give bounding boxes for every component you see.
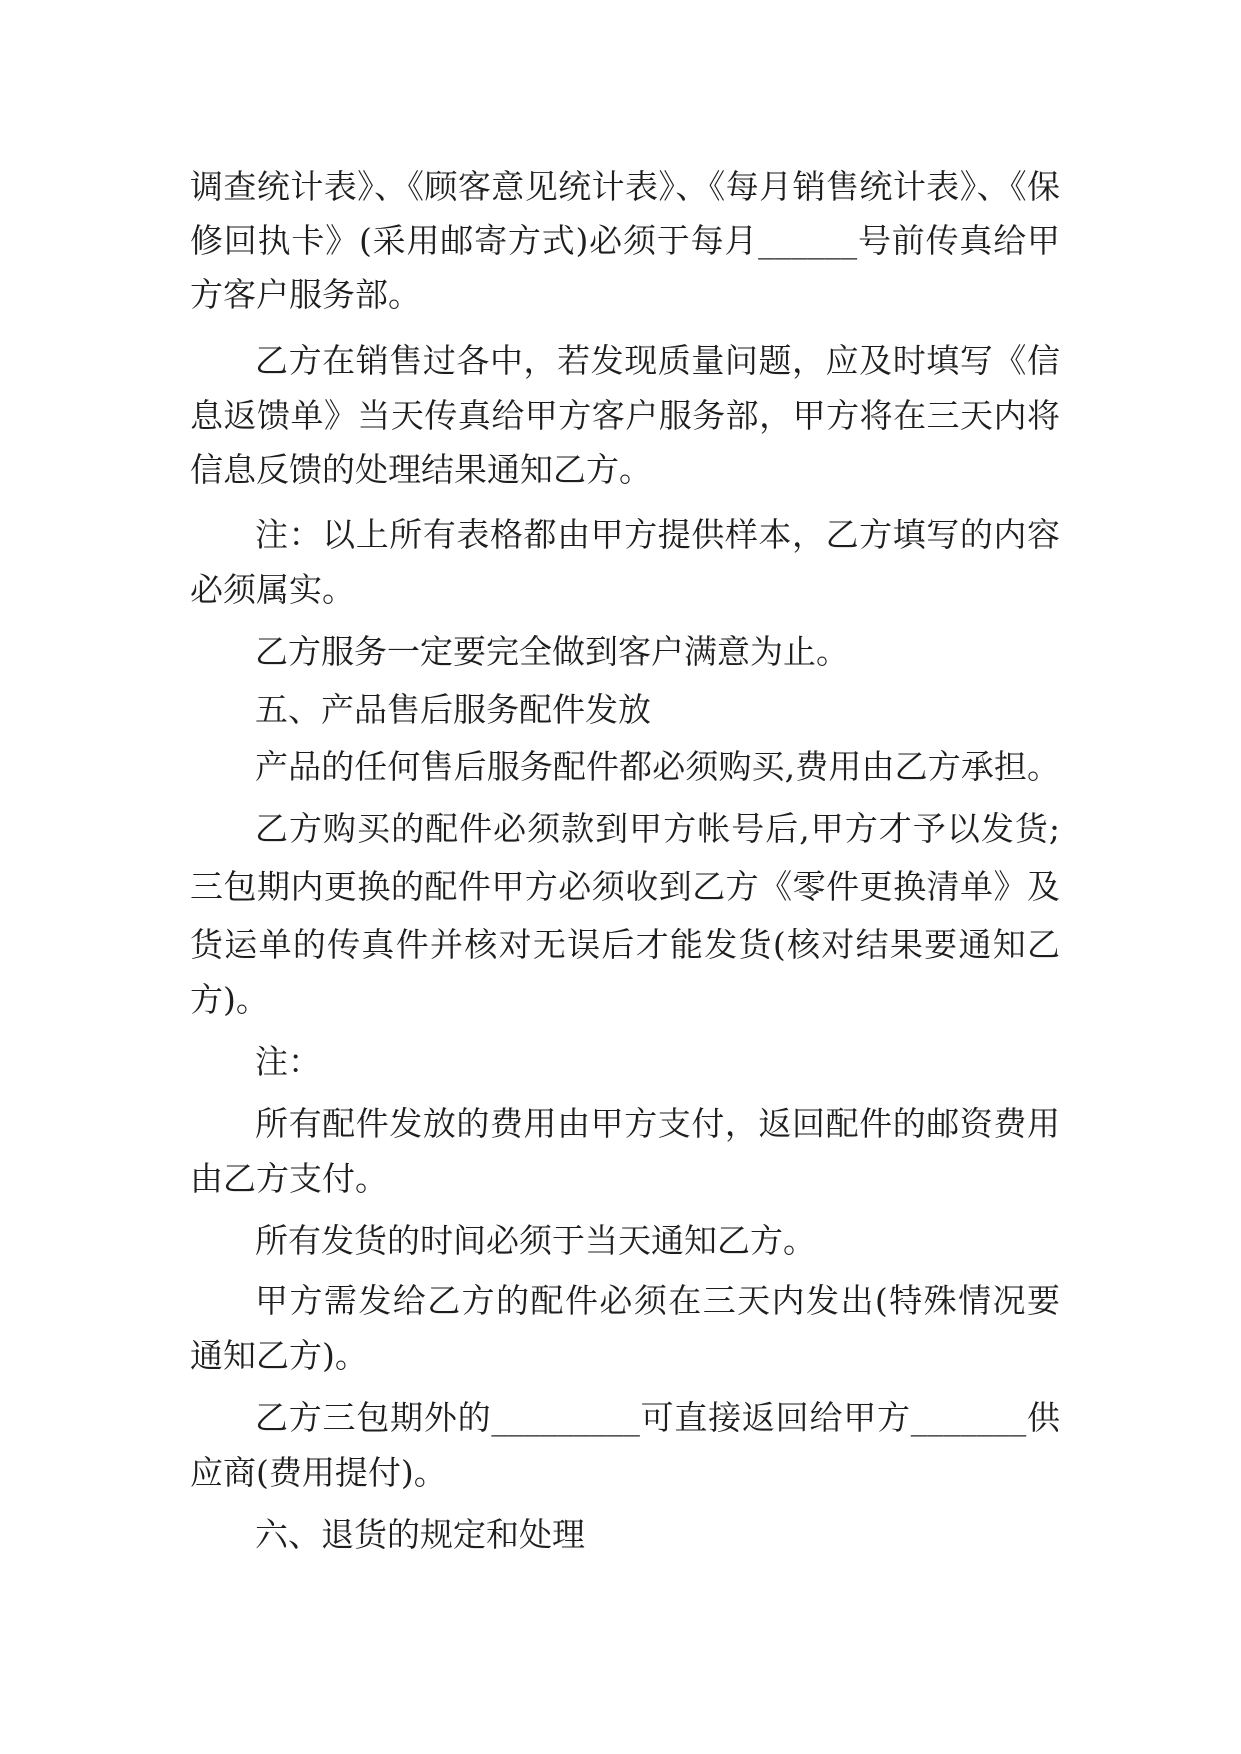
text-line-14: 货运单的传真件并核对无误后才能发货(核对结果要通知乙 (190, 925, 1060, 964)
text-line-21: 通知乙方)。 (190, 1336, 368, 1375)
text-line-3: 方客户服务部。 (190, 275, 421, 314)
text-line-2: 修回执卡》(采用邮寄方式)必须于每月______号前传真给甲 (190, 221, 1060, 260)
text-line-12: 乙方购买的配件必须款到甲方帐号后,甲方才予以发货; (255, 809, 1060, 848)
text-line-19: 所有发货的时间必须于当天通知乙方。 (255, 1221, 816, 1260)
text-line-13: 三包期内更换的配件甲方必须收到乙方《零件更换清单》及 (190, 867, 1060, 906)
text-line-17: 所有配件发放的费用由甲方支付，返回配件的邮资费用 (255, 1104, 1060, 1143)
text-line-7: 注：以上所有表格都由甲方提供样本，乙方填写的内容 (255, 515, 1060, 554)
section-heading-5: 五、产品售后服务配件发放 (255, 690, 651, 729)
text-line-23: 应商(费用提付)。 (190, 1453, 447, 1492)
text-line-8: 必须属实。 (190, 570, 355, 609)
text-line-1: 调查统计表》、《顾客意见统计表》、《每月销售统计表》、《保 (190, 167, 1060, 206)
text-line-5: 息返馈单》当天传真给甲方客户服务部，甲方将在三天内将 (190, 396, 1060, 435)
text-line-9: 乙方服务一定要完全做到客户满意为止。 (255, 632, 849, 671)
text-line-15: 方)。 (190, 980, 269, 1019)
text-line-18: 由乙方支付。 (190, 1159, 388, 1198)
text-line-11: 产品的任何售后服务配件都必须购买,费用由乙方承担。 (255, 747, 1060, 786)
section-heading-6: 六、退货的规定和处理 (255, 1515, 585, 1554)
text-line-20: 甲方需发给乙方的配件必须在三天内发出(特殊情况要 (255, 1281, 1060, 1320)
text-line-22: 乙方三包期外的_________可直接返回给甲方_______供 (255, 1398, 1060, 1437)
text-line-16: 注： (255, 1042, 321, 1081)
text-line-6: 信息反馈的处理结果通知乙方。 (190, 450, 652, 489)
text-line-4: 乙方在销售过各中，若发现质量问题，应及时填写《信 (255, 341, 1060, 380)
